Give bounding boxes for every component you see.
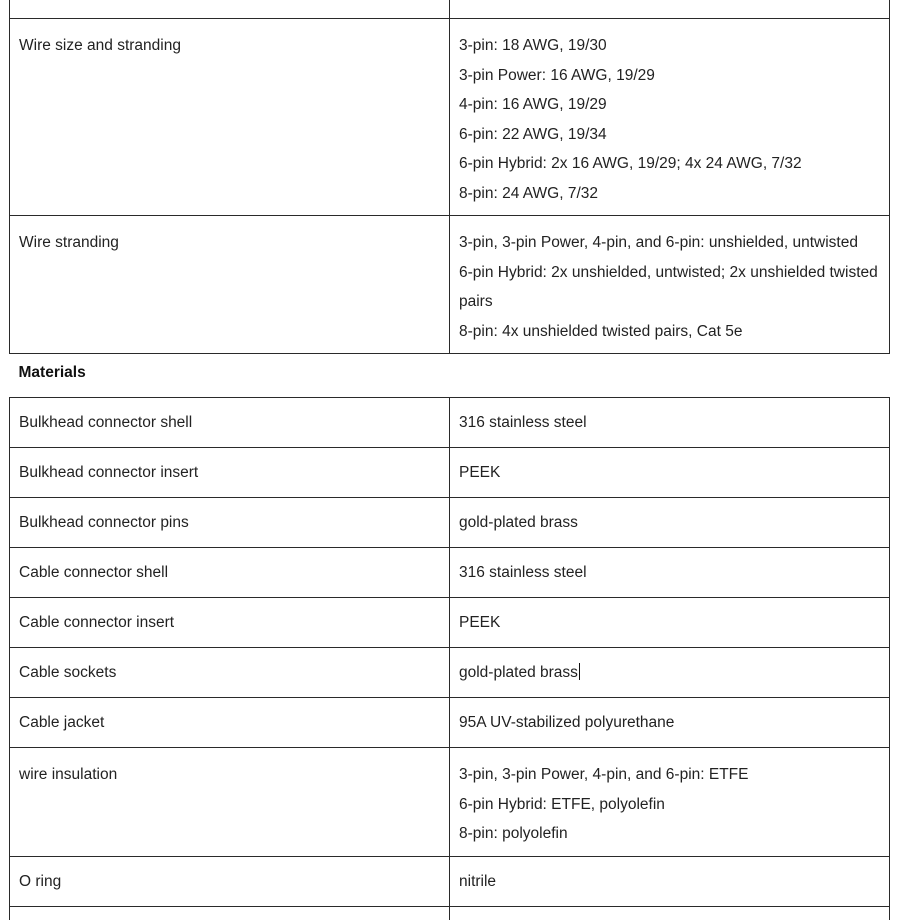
wire-size-label: Wire size and stranding	[19, 37, 181, 54]
spec-label-cell	[10, 448, 450, 498]
spec-value-cell	[450, 907, 890, 920]
material-label: Cable sockets	[19, 664, 117, 681]
spec-label-cell	[10, 698, 450, 748]
specifications-table	[9, 0, 890, 920]
material-label: Bulkhead connector pins	[19, 514, 189, 531]
spec-label-cell	[10, 548, 450, 598]
material-value: 95A UV-stabilized polyurethane	[459, 714, 675, 731]
o-ring-value: nitrile	[459, 873, 497, 890]
table-row	[10, 548, 890, 598]
material-value: PEEK	[459, 464, 501, 481]
text-cursor	[579, 663, 580, 680]
spec-value-cell	[450, 0, 890, 19]
o-ring-label: O ring	[19, 873, 62, 890]
table-row-wire-stranding	[10, 216, 890, 354]
spec-value-cell[interactable]	[450, 648, 890, 698]
table-row-wire-size	[10, 19, 890, 216]
spec-value-cell	[450, 698, 890, 748]
table-row	[10, 598, 890, 648]
wire-insulation-label: wire insulation	[19, 766, 118, 783]
spec-value-cell	[450, 598, 890, 648]
wire-size-line: 8-pin: 24 AWG, 7/32	[459, 184, 599, 202]
table-row-partial-bottom	[10, 907, 890, 920]
spec-label-cell	[10, 19, 450, 216]
spec-label-cell	[10, 398, 450, 448]
spec-value-cell	[450, 748, 890, 857]
spec-value-cell	[450, 498, 890, 548]
spec-label-cell	[10, 648, 450, 698]
material-value: gold-plated brass	[459, 664, 578, 681]
spec-label-cell	[10, 598, 450, 648]
materials-heading: Materials	[18, 364, 86, 381]
table-row	[10, 698, 890, 748]
spec-value-cell	[450, 857, 890, 907]
wire-size-line: 3-pin: 18 AWG, 19/30	[459, 37, 607, 54]
material-value: PEEK	[459, 614, 501, 631]
material-label: Bulkhead connector shell	[19, 414, 193, 431]
wire-insulation-line: 3-pin, 3-pin Power, 4-pin, and 6-pin: ETFE	[459, 766, 749, 783]
wire-stranding-label: Wire stranding	[19, 234, 119, 251]
wire-size-line: 3-pin Power: 16 AWG, 19/29	[459, 66, 655, 84]
wire-size-line: 6-pin: 22 AWG, 19/34	[459, 125, 607, 143]
wire-insulation-line: 8-pin: polyolefin	[459, 825, 568, 842]
spec-label-cell	[10, 857, 450, 907]
wire-insulation-line: 6-pin Hybrid: ETFE, polyolefin	[459, 795, 665, 813]
spec-value-cell	[450, 548, 890, 598]
wire-stranding-line: 3-pin, 3-pin Power, 4-pin, and 6-pin: unshielded, untwisted	[459, 234, 858, 251]
spec-label-cell	[10, 498, 450, 548]
material-value: gold-plated brass	[459, 514, 578, 531]
wire-size-line: 4-pin: 16 AWG, 19/29	[459, 96, 607, 113]
table-row	[10, 648, 890, 698]
wire-stranding-line: 8-pin: 4x unshielded twisted pairs, Cat 5e	[459, 322, 743, 340]
wire-stranding-line: 6-pin Hybrid: 2x unshielded, untwisted; 2x unshielded twisted pairs	[459, 263, 878, 310]
table-row-o-ring	[10, 857, 890, 907]
spec-label-cell	[10, 907, 450, 920]
wire-size-line: 6-pin Hybrid: 2x 16 AWG, 19/29; 4x 24 AWG, 7/32	[459, 155, 802, 172]
spec-label-cell	[10, 216, 450, 354]
table-row	[10, 448, 890, 498]
spec-label-cell	[10, 748, 450, 857]
table-row	[10, 398, 890, 448]
table-row	[10, 498, 890, 548]
spec-value-cell	[450, 448, 890, 498]
spec-label-cell	[10, 0, 450, 19]
material-label: Bulkhead connector insert	[19, 464, 199, 481]
section-heading-row	[10, 354, 890, 398]
spec-value-cell	[450, 216, 890, 354]
material-label: Cable jacket	[19, 714, 105, 731]
material-value: 316 stainless steel	[459, 414, 587, 431]
table-row-wire-insulation	[10, 748, 890, 857]
spec-value-cell	[450, 19, 890, 216]
table-row-partial-top	[10, 0, 890, 19]
section-heading-cell	[10, 354, 890, 398]
material-value: 316 stainless steel	[459, 564, 587, 581]
material-label: Cable connector insert	[19, 614, 175, 631]
material-label: Cable connector shell	[19, 564, 169, 581]
spec-value-cell	[450, 398, 890, 448]
